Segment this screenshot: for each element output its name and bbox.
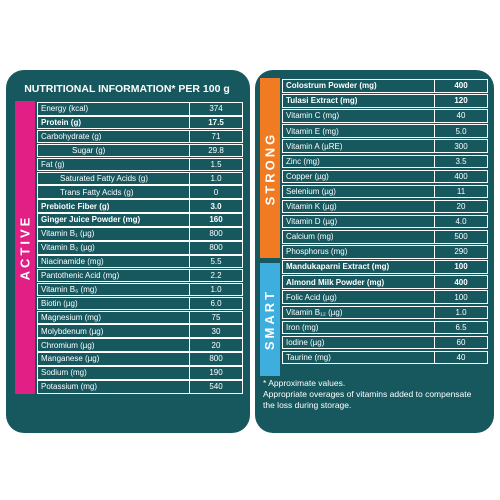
- table-row: [282, 94, 488, 108]
- nutrient-value: 20: [189, 339, 242, 351]
- active-side-label: [15, 101, 35, 394]
- nutrient-value: 540: [189, 381, 242, 393]
- table-row: [37, 311, 243, 325]
- table-row: [282, 215, 488, 229]
- nutrient-label: Calcium (mg): [286, 232, 334, 242]
- nutrient-value: 100: [434, 291, 487, 303]
- table-row: [37, 297, 243, 311]
- nutrient-label: Vitamin B₂ (µg): [41, 243, 95, 253]
- nutrient-value: 1.5: [189, 159, 242, 171]
- table-row: [37, 283, 243, 297]
- nutrient-value: 800: [189, 353, 242, 365]
- nutrient-label: Magnesium (mg): [41, 312, 102, 322]
- nutrient-label: Protein (g): [41, 118, 81, 128]
- nutrient-value: 71: [189, 131, 242, 143]
- nutrient-value: 6.5: [434, 322, 487, 334]
- nutrient-value: 400: [434, 80, 487, 92]
- nutrient-value: 400: [434, 276, 487, 288]
- nutrient-label: Chromium (µg): [41, 340, 95, 350]
- table-row: [282, 290, 488, 304]
- table-row: [282, 336, 488, 350]
- table-row: [282, 155, 488, 169]
- table-row: [37, 380, 243, 394]
- nutrient-label: Carbohydrate (g): [41, 132, 102, 142]
- nutrient-label: Phosphorus (mg): [286, 247, 348, 257]
- nutrient-label: Vitamin E (mg): [286, 126, 339, 136]
- nutrient-value: 75: [189, 312, 242, 324]
- nutrient-value: 17.5: [189, 117, 242, 129]
- nutrient-value: 1.0: [189, 173, 242, 185]
- nutrition-title: NUTRITIONAL INFORMATION* PER 100 g: [24, 83, 230, 95]
- nutrient-label: Sugar (g): [72, 145, 106, 155]
- table-row: [37, 185, 243, 199]
- footnote: [263, 378, 485, 411]
- nutrient-value: 800: [189, 242, 242, 254]
- nutrient-value: 374: [189, 103, 242, 115]
- nutrient-value: 100: [434, 261, 487, 273]
- nutrient-label: Tulasi Extract (mg): [286, 96, 358, 106]
- smart-label-text: SMART: [262, 288, 278, 351]
- nutrient-label: Almond Milk Powder (mg): [286, 277, 385, 287]
- nutrient-value: 120: [434, 95, 487, 107]
- nutrient-value: 5.5: [189, 256, 242, 268]
- table-row: [37, 227, 243, 241]
- table-row: [282, 321, 488, 335]
- table-row: [282, 260, 488, 274]
- table-row: [37, 213, 243, 227]
- nutrient-label: Colostrum Powder (mg): [286, 81, 377, 91]
- nutrient-label: Ginger Juice Powder (mg): [41, 215, 141, 225]
- table-row: [37, 241, 243, 255]
- nutrient-label: Vitamin B₁₂ (µg): [286, 307, 343, 317]
- table-row: [37, 338, 243, 352]
- table-row: [282, 170, 488, 184]
- nutrient-value: 190: [189, 367, 242, 379]
- table-row: [37, 352, 243, 366]
- table-row: [37, 324, 243, 338]
- table-row: [37, 255, 243, 269]
- nutrient-label: Pantothenic Acid (mg): [41, 271, 120, 281]
- nutrient-label: Vitamin A (µRE): [286, 141, 343, 151]
- nutrient-value: 6.0: [189, 298, 242, 310]
- table-row: [37, 269, 243, 283]
- nutrient-label: Prebiotic Fiber (g): [41, 201, 110, 211]
- footnote-approx: * Approximate values.: [263, 378, 346, 388]
- nutrient-value: 300: [434, 140, 487, 152]
- nutrient-label: Sodium (mg): [41, 368, 87, 378]
- strong-label-text: STRONG: [262, 131, 278, 205]
- table-row: [282, 230, 488, 244]
- nutrient-label: Taurine (mg): [286, 353, 331, 363]
- nutrient-value: 800: [189, 228, 242, 240]
- nutrient-label: Selenium (µg): [286, 186, 336, 196]
- nutrient-label: Energy (kcal): [41, 104, 89, 114]
- table-row: [37, 158, 243, 172]
- table-row: [37, 116, 243, 130]
- nutrient-value: 29.8: [189, 145, 242, 157]
- nutrient-label: Manganese (µg): [41, 354, 100, 364]
- nutrient-label: Potassium (mg): [41, 382, 98, 392]
- nutrient-value: 11: [434, 186, 487, 198]
- table-row: [282, 245, 488, 259]
- nutrient-label: Trans Fatty Acids (g): [60, 187, 134, 197]
- nutrient-label: Vitamin B₆ (mg): [41, 284, 97, 294]
- table-row: [282, 124, 488, 138]
- nutrient-label: Iodine (µg): [286, 337, 325, 347]
- nutrient-label: Vitamin K (µg): [286, 202, 337, 212]
- nutrient-value: 160: [189, 214, 242, 226]
- nutrient-value: 3.5: [434, 156, 487, 168]
- nutrient-value: 30: [189, 325, 242, 337]
- nutrient-label: Copper (µg): [286, 171, 329, 181]
- nutrient-label: Iron (mg): [286, 322, 319, 332]
- nutrient-value: 5.0: [434, 125, 487, 137]
- nutrient-value: 60: [434, 337, 487, 349]
- table-row: [282, 139, 488, 153]
- nutrient-label: Niacinamide (mg): [41, 257, 104, 267]
- nutrient-label: Vitamin B₁ (µg): [41, 229, 95, 239]
- table-row: [282, 200, 488, 214]
- nutrient-value: 40: [434, 352, 487, 364]
- active-label-text: ACTIVE: [17, 214, 33, 281]
- table-row: [282, 275, 488, 289]
- smart-side-label: [260, 263, 280, 376]
- nutrient-label: Mandukaparni Extract (mg): [286, 262, 390, 272]
- nutrient-label: Molybdenum (µg): [41, 326, 104, 336]
- nutrient-value: 1.0: [434, 307, 487, 319]
- nutrient-label: Vitamin C (mg): [286, 111, 340, 121]
- nutrient-label: Biotin (µg): [41, 298, 78, 308]
- table-row: [282, 306, 488, 320]
- nutrient-label: Saturated Fatty Acids (g): [60, 173, 149, 183]
- table-row: [37, 199, 243, 213]
- table-row: [282, 185, 488, 199]
- table-row: [282, 351, 488, 365]
- nutrient-value: 500: [434, 231, 487, 243]
- table-row: [37, 172, 243, 186]
- footnote-overages: Appropriate overages of vitamins added to compensate the loss during storage.: [263, 389, 472, 410]
- nutrient-value: 290: [434, 246, 487, 258]
- table-row: [37, 144, 243, 158]
- nutrient-value: 3.0: [189, 200, 242, 212]
- nutrient-value: 20: [434, 201, 487, 213]
- nutrient-label: Fat (g): [41, 159, 65, 169]
- table-row: [282, 79, 488, 93]
- nutrient-value: 400: [434, 171, 487, 183]
- strong-side-label: [260, 78, 280, 258]
- nutrient-value: 4.0: [434, 216, 487, 228]
- nutrient-value: 0: [189, 186, 242, 198]
- nutrient-value: 2.2: [189, 270, 242, 282]
- nutrient-value: 40: [434, 110, 487, 122]
- nutrient-label: Zinc (mg): [286, 156, 320, 166]
- table-row: [37, 366, 243, 380]
- nutrient-value: 1.0: [189, 284, 242, 296]
- nutrient-label: Folic Acid (µg): [286, 292, 337, 302]
- table-row: [282, 109, 488, 123]
- table-row: [37, 130, 243, 144]
- nutrient-label: Vitamin D (µg): [286, 217, 338, 227]
- table-row: [37, 102, 243, 116]
